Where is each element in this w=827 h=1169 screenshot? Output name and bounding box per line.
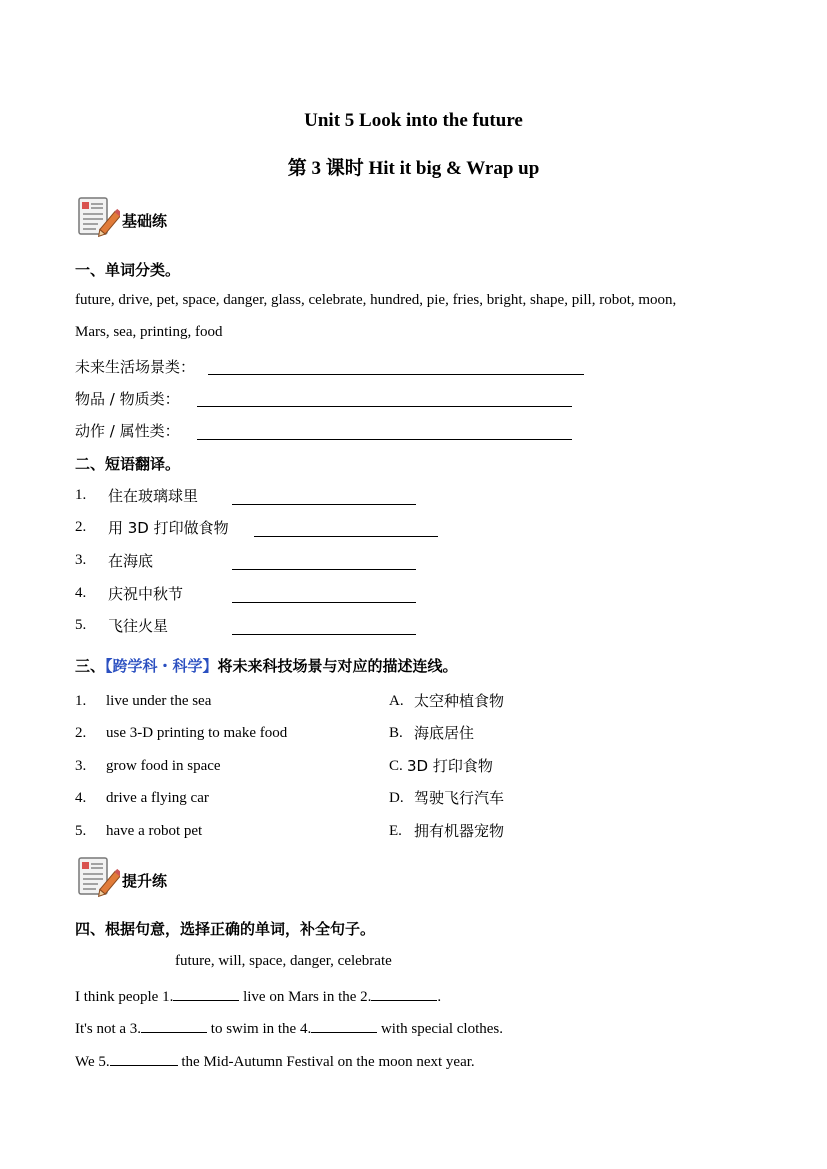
q1-category-label: 动作 / 属性类： xyxy=(75,422,180,440)
q2-item-number: 2. xyxy=(75,519,87,535)
q2-item-text: 庆祝中秋节 xyxy=(108,585,184,603)
q2-item-text: 用 3D 打印做食物 xyxy=(108,519,229,537)
q4-sentence-2 xyxy=(75,1018,503,1038)
worksheet-icon xyxy=(76,196,120,242)
q4-sentence-1 xyxy=(75,986,441,1006)
sentence-text: the Mid-Autumn Festival on the moon next year. xyxy=(177,1054,475,1070)
q3-heading-prefix: 三、 xyxy=(75,657,106,675)
q3-left-phrase: live under the sea xyxy=(106,693,212,709)
q1-word-list-line1: future, drive, pet, space, danger, glass, celebrate, hundred, pie, fries, bright, shape, pill, robot, moon, xyxy=(75,292,677,308)
q3-right-description: 海底居住 xyxy=(414,724,475,742)
q3-left-phrase: grow food in space xyxy=(106,758,221,774)
q3-heading-text: 将未来科技场景与对应的描述连线。 xyxy=(217,657,458,675)
sentence-text: I think people 1. xyxy=(75,989,174,1005)
q4-heading: 四、根据句意，选择正确的单词，补全句子。 xyxy=(75,920,376,938)
q1-answer-line[interactable] xyxy=(208,374,584,375)
blank-3[interactable] xyxy=(141,1018,207,1033)
blank-1[interactable] xyxy=(173,986,239,1001)
blank-4[interactable] xyxy=(311,1018,377,1033)
q2-answer-line[interactable] xyxy=(232,504,416,505)
q2-answer-line[interactable] xyxy=(254,536,438,537)
q2-item-number: 4. xyxy=(75,585,87,601)
q1-answer-line[interactable] xyxy=(197,406,572,407)
q2-item-number: 1. xyxy=(75,487,87,503)
q1-heading: 一、单词分类。 xyxy=(75,261,181,279)
q3-right-description: 太空种植食物 xyxy=(414,692,505,710)
q4-word-bank: future, will, space, danger, celebrate xyxy=(175,953,392,969)
q3-right-letter: B. xyxy=(389,725,403,741)
sentence-text: live on Mars in the 2. xyxy=(239,989,372,1005)
q3-left-number: 2. xyxy=(75,725,87,741)
q2-answer-line[interactable] xyxy=(232,602,416,603)
sentence-text: We 5. xyxy=(75,1054,110,1070)
q3-right-letter: A. xyxy=(389,693,404,709)
page-title: Unit 5 Look into the future xyxy=(304,110,523,131)
q3-heading xyxy=(75,655,458,676)
q1-answer-line[interactable] xyxy=(197,439,572,440)
q3-right-description: 3D 打印食物 xyxy=(407,757,493,775)
q3-right-letter: C. xyxy=(389,758,403,774)
q1-category-label: 物品 / 物质类： xyxy=(75,390,180,408)
q4-sentence-3 xyxy=(75,1051,475,1071)
q2-item-text: 在海底 xyxy=(108,552,154,570)
q3-left-number: 3. xyxy=(75,758,87,774)
advanced-practice-label: 提升练 xyxy=(122,872,168,890)
q2-item-text: 住在玻璃球里 xyxy=(108,487,199,505)
q3-left-phrase: drive a flying car xyxy=(106,790,209,806)
sentence-text: to swim in the 4. xyxy=(207,1021,312,1037)
blank-5[interactable] xyxy=(110,1051,178,1066)
q3-left-number: 1. xyxy=(75,693,87,709)
q1-word-list-line2: Mars, sea, printing, food xyxy=(75,324,223,340)
q3-left-number: 4. xyxy=(75,790,87,806)
q3-right-letter: D. xyxy=(389,790,404,806)
q1-category-label: 未来生活场景类： xyxy=(75,358,196,376)
q2-answer-line[interactable] xyxy=(232,569,416,570)
q3-right-letter: E. xyxy=(389,823,402,839)
q3-left-phrase: have a robot pet xyxy=(106,823,203,839)
q3-right-description: 拥有机器宠物 xyxy=(414,822,505,840)
q2-heading: 二、短语翻译。 xyxy=(75,455,181,473)
q3-cross-subject-tag: 【跨学科・科学】 xyxy=(105,657,218,675)
q2-item-text: 飞往火星 xyxy=(108,617,169,635)
worksheet-icon xyxy=(76,856,120,902)
q2-answer-line[interactable] xyxy=(232,634,416,635)
q3-left-phrase: use 3-D printing to make food xyxy=(106,725,288,741)
blank-2[interactable] xyxy=(371,986,437,1001)
q3-left-number: 5. xyxy=(75,823,87,839)
sentence-text: with special clothes. xyxy=(377,1021,504,1037)
q3-right-description: 驾驶飞行汽车 xyxy=(414,789,505,807)
q2-item-number: 5. xyxy=(75,617,87,633)
q2-item-number: 3. xyxy=(75,552,87,568)
sentence-text: It's not a 3. xyxy=(75,1021,142,1037)
lesson-subtitle: 第 3 课时 Hit it big & Wrap up xyxy=(287,158,540,179)
sentence-text: . xyxy=(437,989,442,1005)
basic-practice-label: 基础练 xyxy=(122,212,168,230)
